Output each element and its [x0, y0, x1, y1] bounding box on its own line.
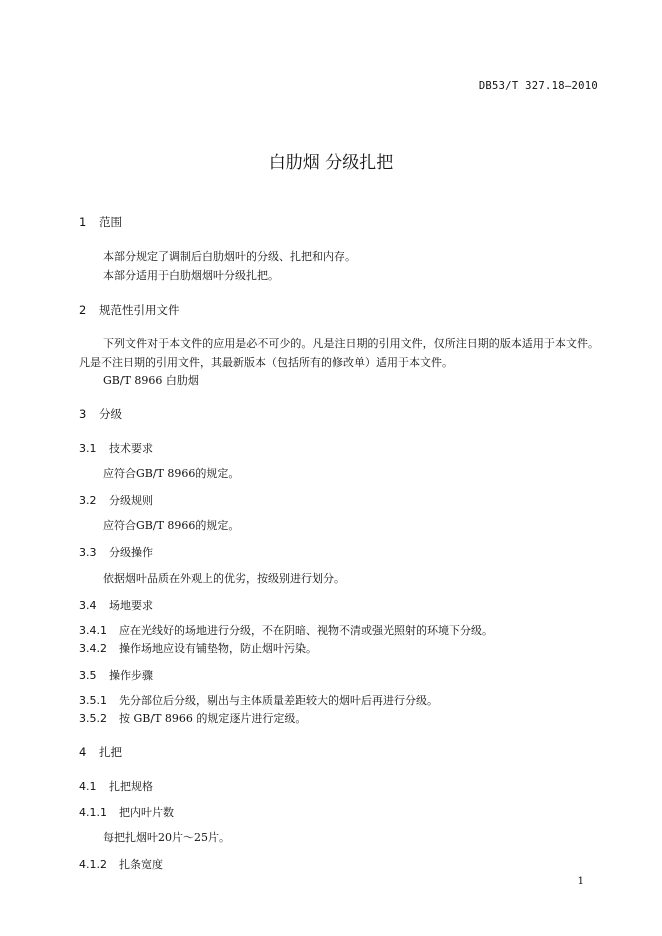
- clause-item: 3.4.1 应在光线好的场地进行分级，不在阴暗、视物不清或强光照射的环境下分级。: [79, 624, 493, 637]
- paragraph: 下列文件对于本文件的应用是必不可少的。凡是注日期的引用文件，仅所注日期的版本适用于本文件。凡是不注日期的引用文件，其最新版本（包括所有的修改单）适用于本文件。: [79, 337, 599, 369]
- paragraph: 每把扎烟叶20片～25片。: [103, 831, 230, 844]
- section-heading: 1 范围: [79, 215, 122, 229]
- reference-item: GB/T 8966 白肋烟: [103, 374, 199, 387]
- paragraph: 本部分规定了调制后白肋烟叶的分级、扎把和内存。: [103, 250, 356, 263]
- paragraph: 应符合GB/T 8966的规定。: [103, 467, 240, 480]
- subsection-heading: 3.2 分级规则: [79, 494, 153, 507]
- paragraph: 依据烟叶品质在外观上的优劣，按级别进行划分。: [103, 572, 345, 585]
- subsection-heading: 3.1 技术要求: [79, 442, 153, 455]
- subsection-heading: 3.4 场地要求: [79, 599, 153, 612]
- subsection-heading: 3.3 分级操作: [79, 546, 153, 559]
- document-number: DB53/T 327.18—2010: [478, 80, 598, 92]
- subsection-heading: 4.1.1 把内叶片数: [79, 806, 174, 819]
- section-heading: 2 规范性引用文件: [79, 303, 180, 317]
- clause-item: 3.5.1 先分部位后分级，剔出与主体质量差距较大的烟叶后再进行分级。: [79, 694, 438, 707]
- page-number: 1: [577, 876, 584, 887]
- subsection-heading: 3.5 操作步骤: [79, 669, 153, 682]
- paragraph: 本部分适用于白肋烟烟叶分级扎把。: [103, 269, 279, 282]
- subsection-heading: 4.1.2 扎条宽度: [79, 858, 163, 871]
- page-title: 白肋烟 分级扎把: [268, 153, 394, 173]
- subsection-heading: 4.1 扎把规格: [79, 780, 153, 793]
- paragraph: 应符合GB/T 8966的规定。: [103, 519, 240, 532]
- clause-item: 3.5.2 按 GB/T 8966 的规定逐片进行定级。: [79, 712, 307, 725]
- clause-item: 3.4.2 操作场地应设有铺垫物，防止烟叶污染。: [79, 642, 317, 655]
- section-heading: 4 扎把: [79, 745, 122, 759]
- section-heading: 3 分级: [79, 407, 122, 421]
